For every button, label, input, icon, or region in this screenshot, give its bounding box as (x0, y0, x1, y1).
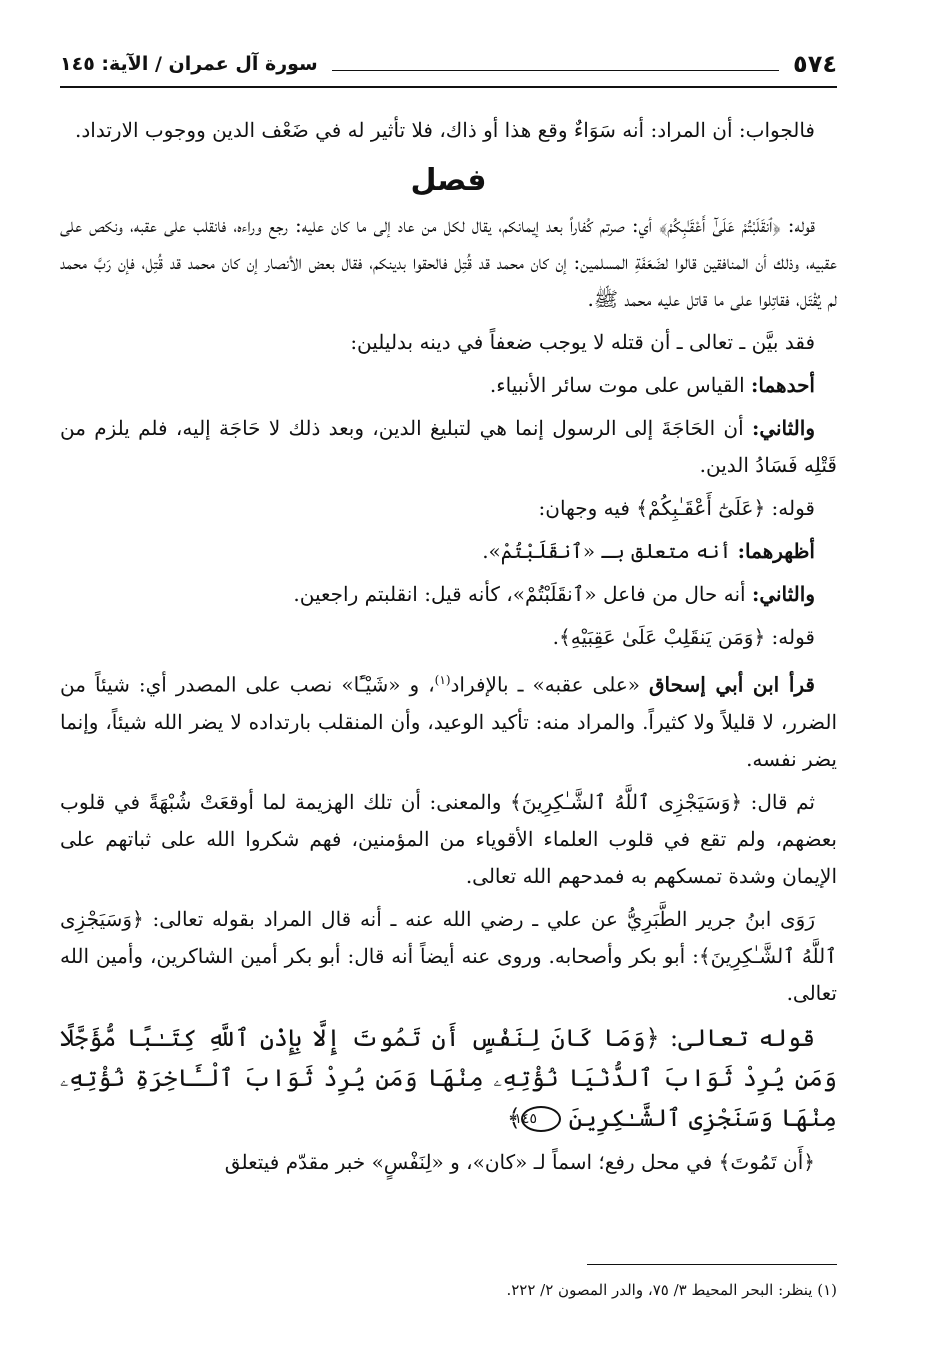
paragraph-second-proof (60, 410, 837, 484)
label-first: أحدهما: (750, 373, 815, 397)
verse-text: ﴿وَمَا كَانَ لِنَفْسٍ أَن تَمُوتَ إِلَّا بِإِذْنِ ٱللَّهِ كِتَـٰبًا مُّؤَجَّلًا وَمَن يُرِدْ ثَوَابَ ٱلدُّنْيَا نُؤْتِهِۦ مِنْهَا وَمَن يُرِدْ ثَوَابَ ٱلْـَٔاخِرَةِ نُؤْتِهِۦ مِنْهَا وَسَنَجْزِى ٱلشَّـٰكِرِينَ (60, 1023, 837, 1132)
surah-title: سورة آل عمران / الآية: ١٤٥ (60, 53, 318, 75)
label-second-aspect: والثاني: (751, 582, 815, 606)
paragraph-inqalabtum: قوله: ﴿ٱنقَلَبْتُمْ عَلَىٰٓ أَعْقَـٰبِكُمْ﴾ أي: صرتم كُفاراً بعد إيمانكم، يقال لكل من عاد إلى ما كان عليه: رجع وراءه، فانقلب على عقبه، ونكص على عقبيه، وذلك أن المنافقين قالوا لضَعَفَةِ المسلمين: إن كان محمد قد قُتِل فالحقوا بدينكم، فقال بعض الأنصار إن كان محمد قد قُتِل، فإن رَبَّ محمد لم يُقْتَل، فقاتِلوا على ما قاتل عليه محمد ﷺ. (60, 213, 837, 311)
section-title: فصل (410, 163, 487, 198)
footnote-divider (587, 1264, 837, 1265)
text-qiraa-a: «على عقبه» ـ بالإفراد (450, 672, 650, 697)
paragraph-yanqalib: قوله: ﴿وَمَن يَنقَلِبْ عَلَىٰ عَقِبَيْهِ﴾. (552, 625, 815, 649)
verse-145 (60, 1018, 837, 1138)
label-most-apparent: أظهرهما: (737, 539, 815, 563)
text-first: القياس على موت سائر الأنبياء. (489, 373, 751, 397)
paragraph-most-apparent (60, 533, 837, 570)
paragraph-shakireen: ثم قال: ﴿وَسَيَجْزِى ٱللَّهُ ٱلشَّـٰكِرِينَ﴾ والمعنى: أن تلك الهزيمة لما أوقعَتْ شُبْهَةً في قلوب بعضهم، ولم تقع في قلوب العلماء الأقوياء من المؤمنين، فهم شكروا الله على ثباتهم على الإيمان وشدة تمسكهم به فمدحهم الله تعالى. (60, 789, 837, 888)
footnote: (١) ينظر: البحر المحيط ٣/ ٧٥، والدر المصون ٢/ ٢٢٢. (506, 1281, 837, 1299)
text-most-apparent: أنه متعلق بـ «ٱنقَلَبْتُمْ». (482, 539, 738, 563)
verse-lead: قوله تعالى: (659, 1023, 816, 1052)
page-number: ٥٧٤ (793, 50, 837, 78)
paragraph-two-proofs: فقد بيَّن ـ تعالى ـ أن قتله لا يوجب ضعفاً في دينه بدليلين: (350, 330, 815, 354)
paragraph-first-proof (60, 367, 837, 404)
text-second-aspect: أنه حال من فاعل «ٱنقَلَبْتُمْ»، كأنه قيل: انقلبتم راجعين. (293, 582, 752, 606)
paragraph-answer: فالجواب: أن المراد: أنه سَوَاءٌ وقع هذا أو ذاك، فلا تأثير له في ضَعْف الدين ووجوب الارتداد. (75, 118, 815, 142)
page-header (60, 44, 837, 84)
paragraph-two-aspects: قوله: ﴿عَلَىٰٓ أَعْقَـٰبِكُمْ﴾ فيه وجهان: (538, 496, 815, 520)
header-divider (332, 57, 779, 71)
verse-number-badge: ١٤٥ (521, 1106, 561, 1132)
header-rule (60, 86, 837, 88)
verse-close-bracket: ﴾ (506, 1103, 521, 1132)
footnote-ref: (١) (434, 673, 451, 687)
label-qiraa: قرأ ابن أبي إسحاق (649, 672, 815, 697)
text-qiraa-b: ، و «شَيْـًٔا» نصب على المصدر أي: شيئاً من الضرر، لا قليلاً ولا كثيراً. والمراد منه: تأكيد الوعيد، وأن المنقلب بارتداده لا يضر الله شيئاً، وإنما يضر نفسه. (60, 672, 837, 771)
label-second: والثاني: (751, 416, 815, 440)
paragraph-an-tamut: ﴿أَن تَمُوتَ﴾ في محل رفع؛ اسماً لـ «كان»، و «لِنَفْسٍ» خبر مقدّم فيتعلق (224, 1149, 815, 1174)
page-body (60, 112, 837, 1187)
text-second: أن الحَاجَةَ إلى الرسول إنما هي لتبليغ الدين، وبعد ذلك لا حَاجَة إليه، فلم يلزم من قَتْلِه فَسَادُ الدين. (60, 416, 837, 477)
paragraph-tabari: رَوَى ابنُ جرير الطَّبَرِيُّ عن علي ـ رضي الله عنه ـ أنه قال المراد بقوله تعالى: ﴿وَسَيَجْزِى ٱللَّهُ ٱلشَّـٰكِرِينَ﴾: أبو بكر وأصحابه. وروى عنه أيضاً أنه قال: أبو بكر أمين الشاكرين، وأمين الله تعالى. (60, 906, 837, 1005)
paragraph-second-aspect (60, 576, 837, 613)
paragraph-qiraa (60, 662, 837, 778)
